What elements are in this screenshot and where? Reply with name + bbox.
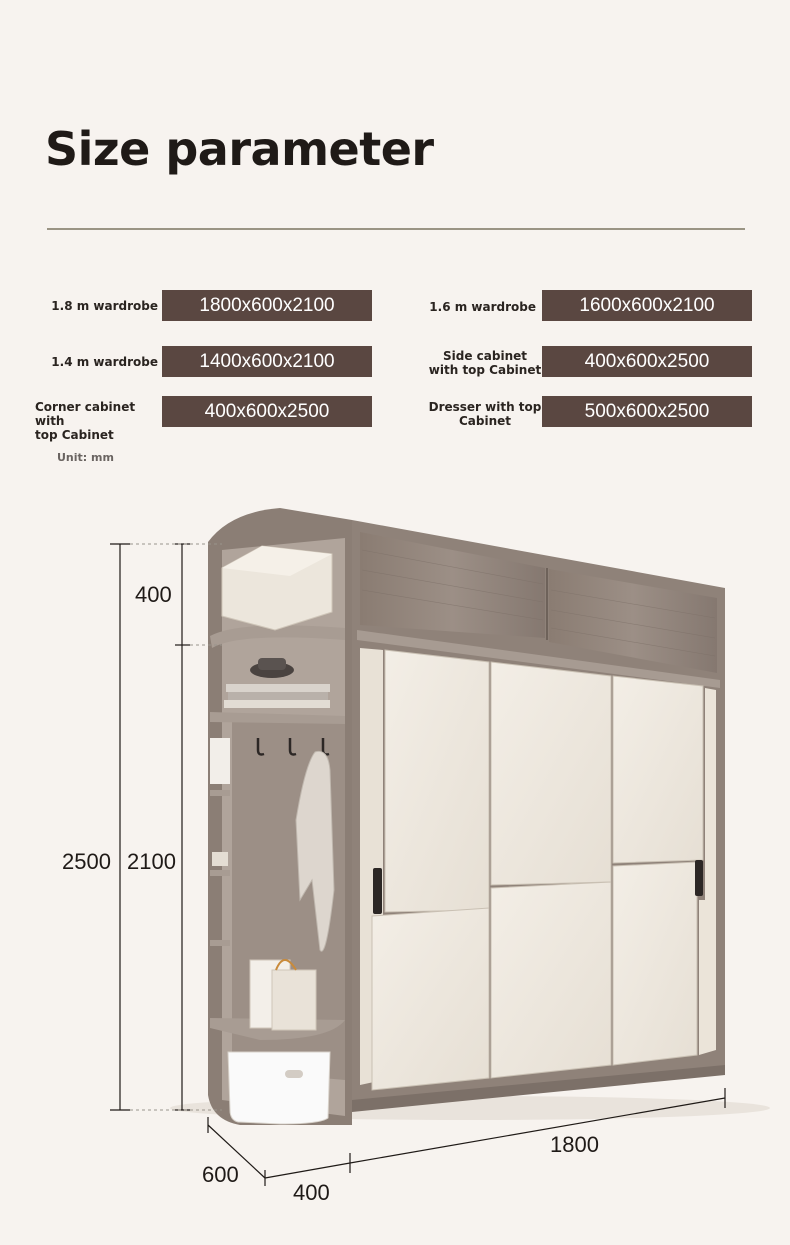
page-title: Size parameter xyxy=(45,122,434,176)
dim-top-cabinet-height: 400 xyxy=(135,582,172,607)
dim-width: 1800 xyxy=(550,1132,599,1157)
wardrobe-illustration xyxy=(0,480,790,1245)
spec-value-1-6m: 1600x600x2100 xyxy=(542,290,752,321)
title-divider xyxy=(47,228,745,230)
dim-total-height: 2500 xyxy=(62,849,111,874)
dim-wardrobe-height: 2100 xyxy=(127,849,176,874)
unit-note: Unit: mm xyxy=(57,451,114,464)
spec-value-1-4m: 1400x600x2100 xyxy=(162,346,372,377)
spec-label-corner-cabinet-line1: Corner cabinet with xyxy=(35,400,136,428)
spec-label-corner-cabinet xyxy=(35,400,165,442)
spec-label-corner-cabinet-line2: top Cabinet xyxy=(35,428,114,442)
dim-depth: 600 xyxy=(202,1162,239,1187)
spec-value-dresser: 500x600x2500 xyxy=(542,396,752,427)
spec-label-dresser-line1: Dresser with top xyxy=(428,400,542,414)
spec-value-side-cabinet: 400x600x2500 xyxy=(542,346,752,377)
spec-label-1-6m: 1.6 m wardrobe xyxy=(429,300,536,314)
spec-label-side-cabinet-line1: Side cabinet xyxy=(443,349,527,363)
spec-value-corner-cabinet: 400x600x2500 xyxy=(162,396,372,427)
spec-label-side-cabinet-line2: with top Cabinet xyxy=(428,363,542,377)
spec-label-dresser xyxy=(420,400,550,428)
spec-label-dresser-line2: Cabinet xyxy=(458,414,512,428)
dim-side-width: 400 xyxy=(293,1180,330,1205)
spec-value-1-8m: 1800x600x2100 xyxy=(162,290,372,321)
spec-label-1-8m: 1.8 m wardrobe xyxy=(51,299,158,313)
spec-label-1-4m: 1.4 m wardrobe xyxy=(51,355,158,369)
spec-label-side-cabinet xyxy=(418,349,552,377)
